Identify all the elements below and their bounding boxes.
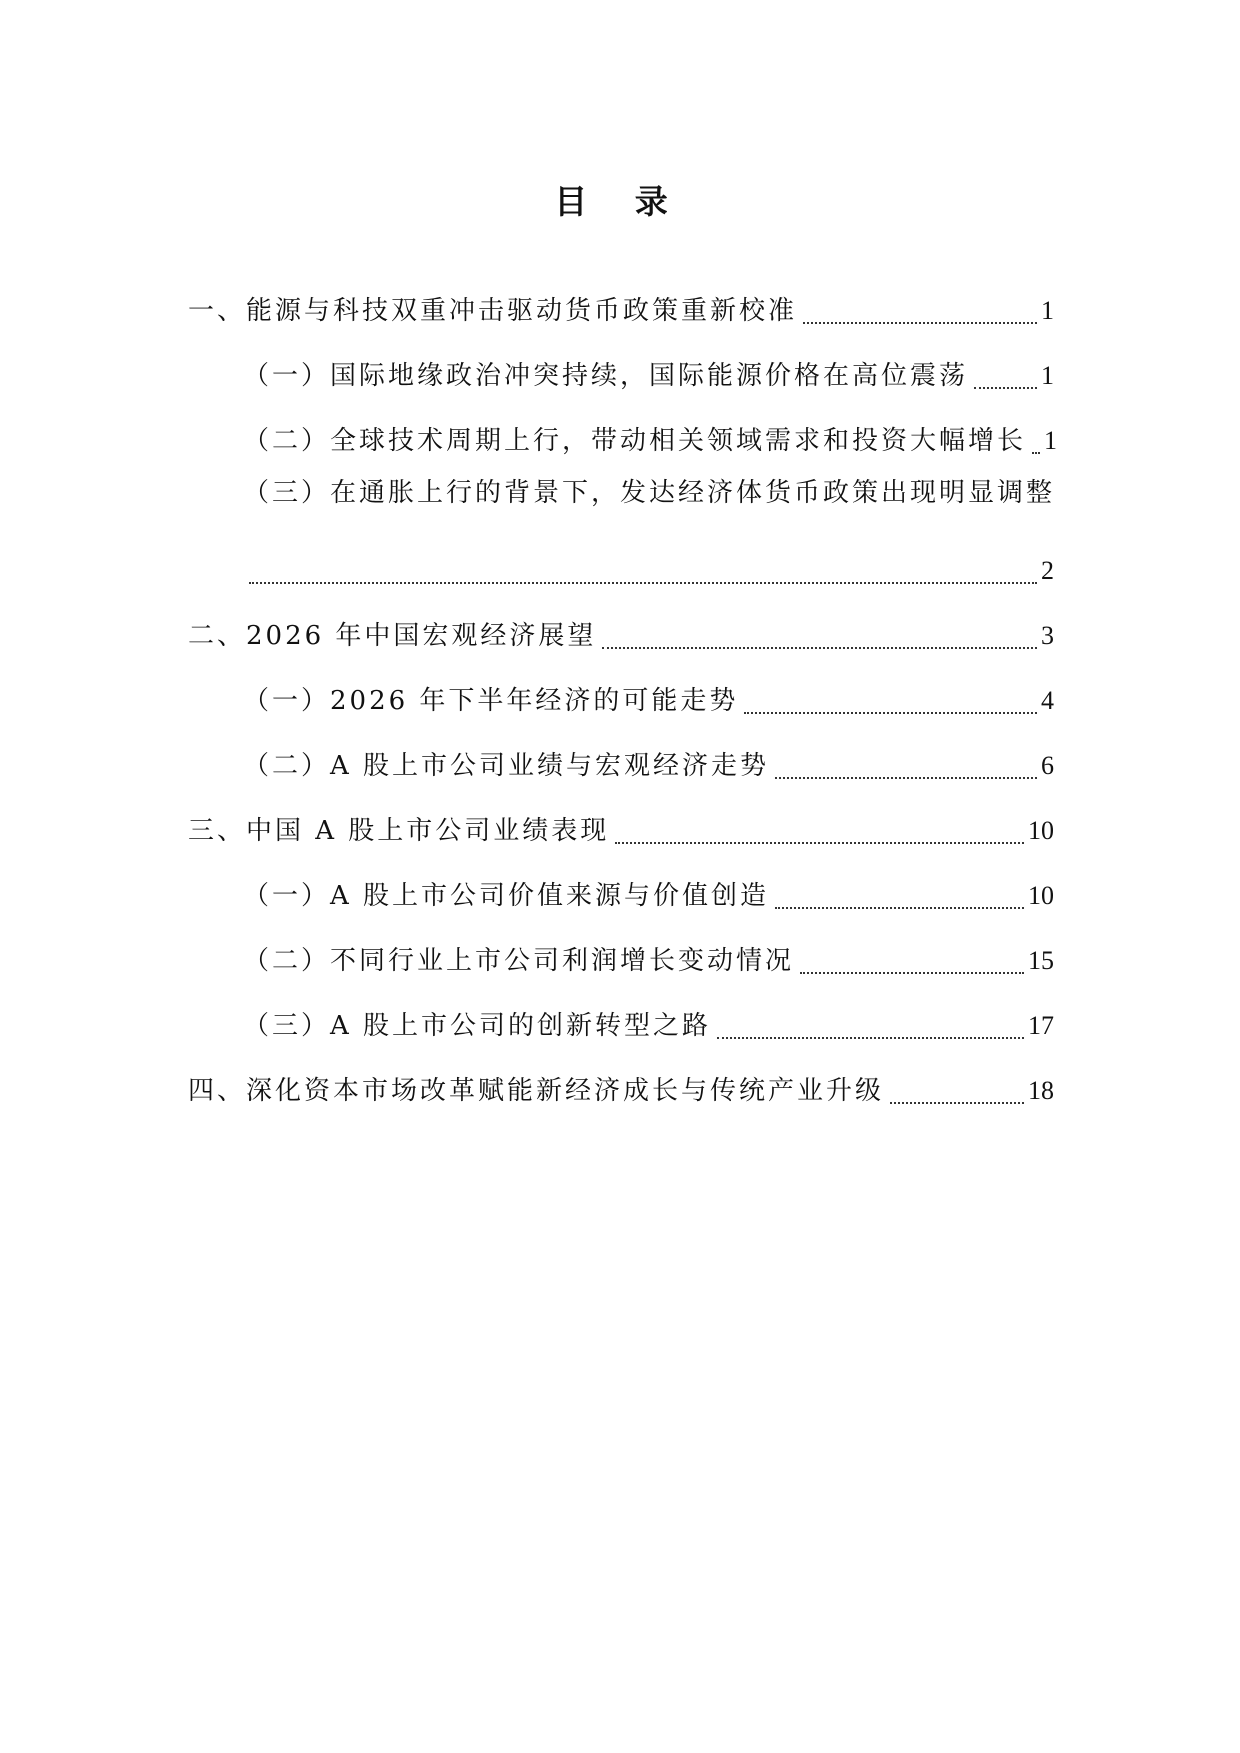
toc-entry-text: 三、中国 A 股上市公司业绩表现 [188, 816, 610, 846]
dot-leader [744, 712, 1037, 714]
toc-entry-text: 二、2026 年中国宏观经济展望 [188, 621, 597, 651]
dot-leader [800, 972, 1024, 974]
toc-entry-text: （一）A 股上市公司价值来源与价值创造 [243, 881, 770, 911]
toc-entry-text: （三）A 股上市公司的创新转型之路 [243, 1011, 712, 1041]
toc-entry[interactable] [188, 991, 1054, 1056]
toc-title: 目 录 [554, 182, 686, 221]
toc-entry-text: 一、能源与科技双重冲击驱动货币政策重新校准 [188, 296, 798, 326]
toc-entry[interactable] [188, 601, 1054, 666]
toc-entry-continuation [243, 536, 1054, 601]
dot-leader [974, 387, 1037, 389]
dot-leader [775, 907, 1024, 909]
dot-leader [1032, 452, 1040, 454]
toc-entry[interactable] [188, 861, 1054, 926]
dot-leader [717, 1037, 1024, 1039]
toc-entry-text: （三）在通胀上行的背景下，发达经济体货币政策出现明显调整 [243, 478, 1056, 508]
toc-entry[interactable] [188, 796, 1054, 861]
toc-entry[interactable] [188, 731, 1054, 796]
toc-entry[interactable] [188, 341, 1054, 406]
toc-entry[interactable] [188, 471, 1054, 601]
toc-entry-text: （一）2026 年下半年经济的可能走势 [243, 686, 739, 716]
toc-entry[interactable] [188, 666, 1054, 731]
dot-leader [602, 647, 1037, 649]
toc-page-number: 10 [1028, 816, 1054, 845]
toc-entry-text: （二）全球技术周期上行，带动相关领域需求和投资大幅增长 [243, 426, 1027, 456]
toc-entry-text: （二）不同行业上市公司利润增长变动情况 [243, 946, 795, 976]
toc-page-number: 3 [1041, 621, 1054, 650]
toc-page-number: 1 [1041, 296, 1054, 325]
dot-leader [890, 1102, 1024, 1104]
toc-page-number: 1 [1044, 426, 1058, 455]
dot-leader [775, 777, 1037, 779]
toc-list [188, 276, 1058, 1121]
toc-entry-text: （一）国际地缘政治冲突持续，国际能源价格在高位震荡 [243, 361, 969, 391]
toc-page-number: 1 [1041, 361, 1054, 390]
toc-page-number: 18 [1028, 1076, 1054, 1105]
toc-entry[interactable] [188, 276, 1054, 341]
toc-page-number: 10 [1028, 881, 1054, 910]
toc-entry[interactable] [188, 406, 1058, 471]
toc-page-number: 2 [1041, 556, 1054, 585]
dot-leader [615, 842, 1024, 844]
toc-entry-text: （二）A 股上市公司业绩与宏观经济走势 [243, 751, 770, 781]
dot-leader [803, 322, 1037, 324]
toc-page-number: 4 [1041, 686, 1054, 715]
toc-page-number: 15 [1028, 946, 1054, 975]
toc-page-number: 17 [1028, 1011, 1054, 1040]
toc-page-number: 6 [1041, 751, 1054, 780]
dot-leader [249, 582, 1037, 584]
toc-entry[interactable] [188, 926, 1054, 991]
toc-entry-text: 四、深化资本市场改革赋能新经济成长与传统产业升级 [188, 1076, 885, 1106]
toc-entry[interactable] [188, 1056, 1054, 1121]
